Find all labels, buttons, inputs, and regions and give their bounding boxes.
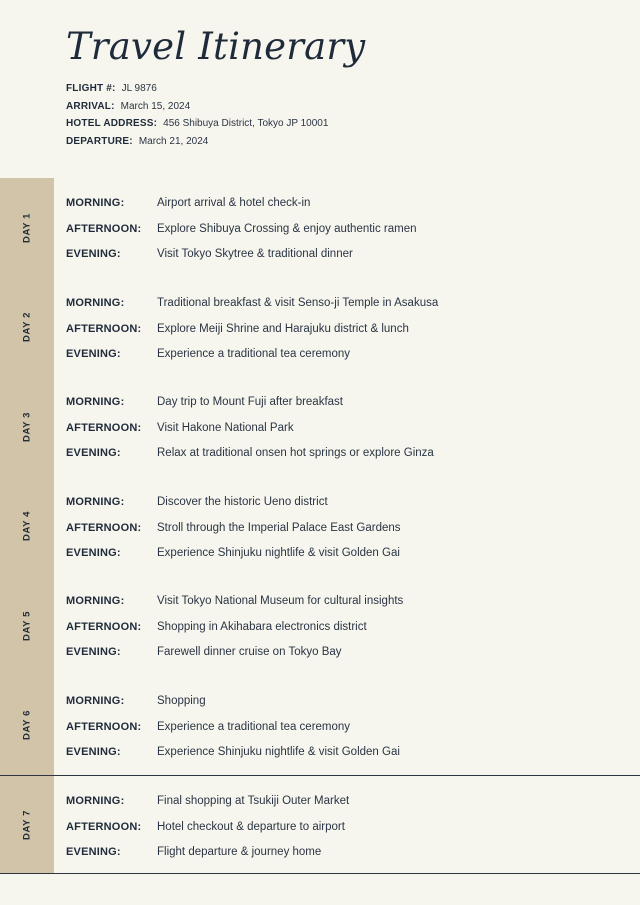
activity-text: Farewell dinner cruise on Tokyo Bay [157, 646, 342, 658]
activity-text: Explore Meiji Shrine and Harajuku district & lunch [157, 322, 409, 335]
activity-text: Experience a traditional tea ceremony [157, 347, 351, 360]
activity-text: Visit Hakone National Park [157, 422, 294, 434]
morning-row [66, 391, 343, 411]
day-band [0, 576, 54, 676]
activity-text: Relax at traditional onsen hot springs or explore Ginza [157, 447, 434, 459]
activity-text: Traditional breakfast & visit Senso-ji Temple in Asakusa [157, 296, 439, 309]
afternoon-row [66, 417, 294, 437]
morning-row [66, 790, 349, 810]
activity-text: Visit Tokyo Skytree & traditional dinner [157, 248, 353, 260]
info-value: JL 9876 [121, 83, 157, 94]
afternoon-row [66, 517, 401, 537]
activity-text: Airport arrival & hotel check-in [157, 197, 311, 209]
info-label: HOTEL ADDRESS: [66, 118, 158, 129]
activity-text: Experience a traditional tea ceremony [157, 720, 351, 733]
info-label: ARRIVAL: [66, 100, 115, 112]
day-label: DAY 5 [21, 610, 33, 641]
day-label: DAY 7 [21, 809, 33, 840]
slot-label: MORNING: [66, 595, 125, 607]
day-label: DAY 2 [21, 312, 33, 343]
day-block [0, 576, 640, 676]
activity-text: Final shopping at Tsukiji Outer Market [157, 795, 350, 807]
info-row-hotel-address [66, 115, 328, 133]
slot-label: EVENING: [66, 745, 121, 758]
morning-row [66, 491, 328, 511]
afternoon-row [66, 218, 417, 238]
day-label: DAY 1 [21, 212, 33, 243]
morning-row [66, 292, 438, 312]
slot-label: MORNING: [66, 694, 125, 707]
slot-label: AFTERNOON: [66, 422, 142, 434]
slot-label: MORNING: [66, 296, 125, 309]
slot-label: AFTERNOON: [66, 621, 142, 633]
activity-text: Day trip to Mount Fuji after breakfast [157, 396, 343, 408]
evening-row [66, 343, 350, 363]
slot-label: AFTERNOON: [66, 821, 142, 833]
slot-label: EVENING: [66, 248, 121, 260]
day-schedule [0, 178, 640, 874]
slot-label: AFTERNOON: [66, 521, 142, 534]
activity-text: Discover the historic Ueno district [157, 495, 328, 508]
slot-label: EVENING: [66, 846, 121, 858]
activity-text: Experience Shinjuku nightlife & visit Golden Gai [157, 546, 400, 559]
day-band [0, 278, 54, 378]
slot-label: MORNING: [66, 396, 125, 408]
day-block [0, 477, 640, 577]
day-band [0, 178, 54, 278]
activity-text: Shopping [157, 694, 206, 707]
activity-text: Stroll through the Imperial Palace East Gardens [157, 521, 401, 534]
day-block [0, 377, 640, 477]
morning-row [66, 192, 310, 212]
day-label: DAY 6 [21, 710, 33, 741]
info-row-flight [66, 80, 328, 98]
day-block [0, 178, 640, 278]
afternoon-row [66, 616, 367, 636]
slot-label: EVENING: [66, 546, 121, 559]
info-row-departure [66, 133, 328, 151]
evening-row [66, 841, 321, 861]
info-value: 456 Shibuya District, Tokyo JP 10001 [163, 118, 329, 129]
activity-text: Flight departure & journey home [157, 846, 322, 858]
afternoon-row [66, 716, 350, 736]
info-label: FLIGHT #: [66, 83, 116, 94]
day-band [0, 776, 54, 873]
info-value: March 21, 2024 [138, 135, 209, 147]
slot-label: AFTERNOON: [66, 223, 142, 235]
evening-row [66, 741, 400, 761]
slot-label: MORNING: [66, 495, 125, 508]
day-band [0, 676, 54, 776]
day-band [0, 477, 54, 577]
info-label: DEPARTURE: [66, 135, 133, 147]
day-block [0, 676, 640, 776]
info-row-arrival [66, 98, 328, 116]
info-value: March 15, 2024 [120, 100, 191, 112]
evening-row [66, 542, 400, 562]
day-label: DAY 4 [21, 511, 33, 542]
slot-label: MORNING: [66, 197, 125, 209]
slot-label: MORNING: [66, 795, 125, 807]
slot-label: AFTERNOON: [66, 322, 142, 335]
activity-text: Shopping in Akihabara electronics district [157, 621, 367, 633]
evening-row [66, 243, 353, 263]
activity-text: Explore Shibuya Crossing & enjoy authentic ramen [157, 223, 417, 235]
slot-label: EVENING: [66, 447, 121, 459]
morning-row [66, 590, 403, 610]
day-band [0, 377, 54, 477]
activity-text: Visit Tokyo National Museum for cultural insights [157, 595, 404, 607]
morning-row [66, 690, 206, 710]
slot-label: EVENING: [66, 347, 121, 360]
slot-label: EVENING: [66, 646, 121, 658]
day-label: DAY 3 [21, 411, 33, 442]
day-block [0, 775, 640, 874]
trip-info [66, 80, 328, 150]
afternoon-row [66, 816, 345, 836]
slot-label: AFTERNOON: [66, 720, 142, 733]
day-block [0, 278, 640, 378]
evening-row [66, 641, 342, 661]
page-title: Travel Itinerary [66, 25, 366, 68]
afternoon-row [66, 318, 409, 338]
activity-text: Hotel checkout & departure to airport [157, 821, 345, 833]
evening-row [66, 442, 434, 462]
activity-text: Experience Shinjuku nightlife & visit Golden Gai [157, 745, 400, 758]
